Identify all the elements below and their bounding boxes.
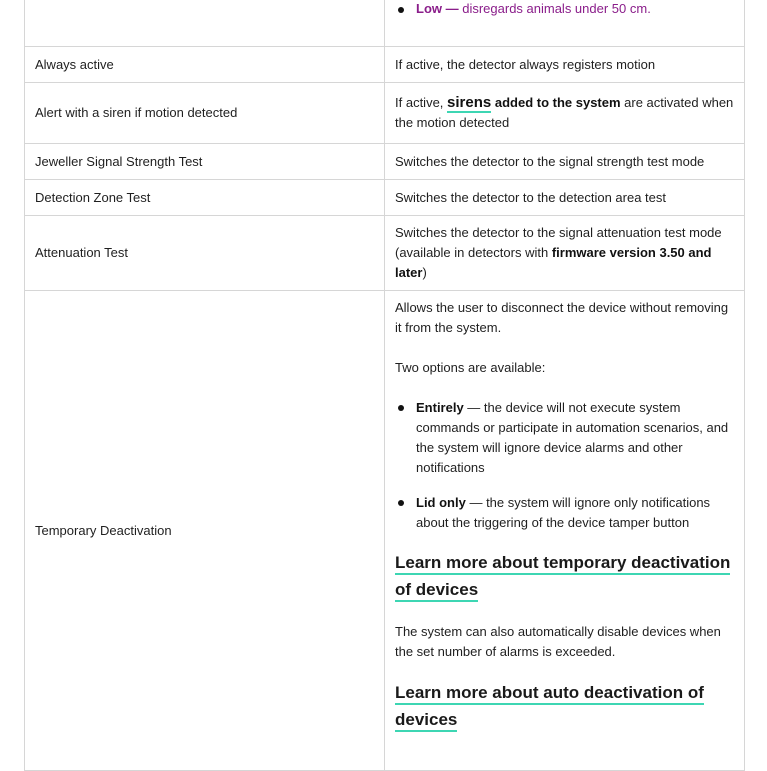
setting-name-cell: Jeweller Signal Strength Test <box>25 144 385 180</box>
setting-name-cell: Temporary Deactivation <box>25 291 385 771</box>
option-text: — the system will ignore only notifications about the triggering of the device tamper button <box>416 495 711 530</box>
options-intro-text: Two options are available: <box>395 360 546 375</box>
setting-desc-cell: If active, the detector always registers motion <box>385 47 745 83</box>
table-row-siren-alert <box>25 83 745 144</box>
table-row-sensitivity <box>25 0 745 47</box>
table-row-always-active <box>25 47 745 83</box>
option-label: Low — <box>416 1 459 16</box>
setting-name-cell: Alert with a siren if motion detected <box>25 83 385 144</box>
list-item <box>395 0 734 18</box>
sirens-link[interactable]: sirens <box>447 94 492 111</box>
option-label: Entirely <box>416 400 464 415</box>
list-item <box>395 398 734 478</box>
table-row-zone-test <box>25 180 745 216</box>
temp-deactivation-learn-more-link[interactable]: Learn more about temporary deactivation of devices <box>395 553 730 602</box>
desc-text: Switches the detector to the signal attenuation test mode (available in detectors with <box>395 225 722 260</box>
setting-desc-cell: Switches the detector to the signal strength test mode <box>385 144 745 180</box>
option-label: Lid only <box>416 495 466 510</box>
setting-name-cell: Detection Zone Test <box>25 180 385 216</box>
list-item <box>395 493 734 533</box>
sensitivity-options-list <box>395 0 734 18</box>
desc-text: are activated when the motion detected <box>395 95 734 130</box>
deactivation-options-list <box>395 398 734 533</box>
auto-deactivation-learn-more-link[interactable]: Learn more about auto deactivation of devices <box>395 683 704 732</box>
link-paragraph <box>395 550 734 604</box>
setting-desc-cell <box>385 0 745 47</box>
setting-desc-cell <box>385 291 745 771</box>
table-row-attenuation-test <box>25 216 745 291</box>
option-text: disregards animals under 50 cm. <box>458 1 651 16</box>
option-text: — the device will not execute system commands or participate in automation scenarios, and the system will ignore device alarms and other notifications <box>416 400 729 475</box>
setting-desc-cell: Switches the detector to the detection area test <box>385 180 745 216</box>
setting-name-cell <box>25 0 385 47</box>
bullet-icon <box>398 500 404 506</box>
desc-bold: added to the system <box>491 95 621 110</box>
settings-table <box>24 0 745 771</box>
auto-deactivation-text: The system can also automatically disable devices when the set number of alarms is exceeded. <box>395 624 721 659</box>
link-paragraph <box>395 680 734 734</box>
setting-name-cell: Attenuation Test <box>25 216 385 291</box>
desc-text: If active, <box>395 95 448 110</box>
setting-desc-cell <box>385 216 745 291</box>
setting-desc-cell <box>385 83 745 144</box>
desc-bold: firmware version 3.50 and later <box>395 245 712 280</box>
table-row-temp-deactivation <box>25 291 745 771</box>
desc-text: ) <box>422 265 427 280</box>
intro-text: Allows the user to disconnect the device without removing it from the system. <box>395 300 729 335</box>
bullet-icon <box>398 7 404 13</box>
bullet-icon <box>398 405 404 411</box>
setting-name-cell: Always active <box>25 47 385 83</box>
table-row-signal-test <box>25 144 745 180</box>
